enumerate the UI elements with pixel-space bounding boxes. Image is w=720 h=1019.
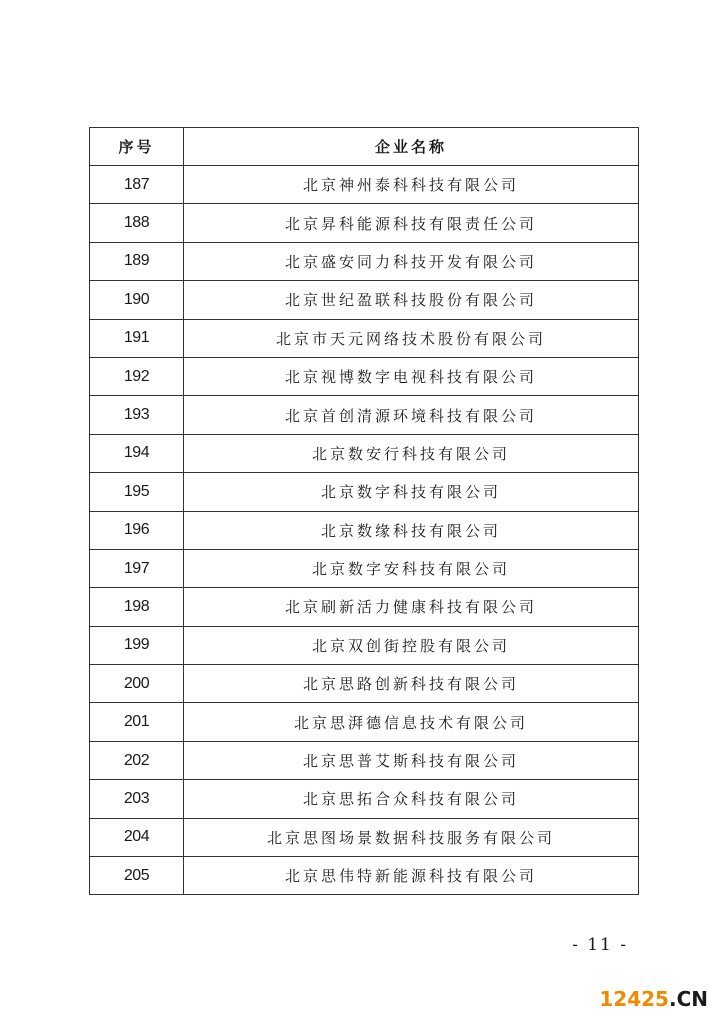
row-company-name: 北京思伟特新能源科技有限公司 — [184, 857, 639, 895]
row-seq: 205 — [90, 857, 184, 895]
row-seq: 196 — [90, 511, 184, 549]
table-row — [90, 703, 639, 741]
row-seq: 195 — [90, 473, 184, 511]
table-row — [90, 166, 639, 204]
table-row — [90, 396, 639, 434]
row-seq: 197 — [90, 549, 184, 587]
watermark-logo — [599, 987, 708, 1011]
table-row — [90, 204, 639, 242]
row-company-name: 北京世纪盈联科技股份有限公司 — [184, 281, 639, 319]
table-row — [90, 357, 639, 395]
row-company-name: 北京盛安同力科技开发有限公司 — [184, 242, 639, 280]
table-row — [90, 818, 639, 856]
row-company-name: 北京思拓合众科技有限公司 — [184, 780, 639, 818]
row-seq: 203 — [90, 780, 184, 818]
row-company-name: 北京首创清源环境科技有限公司 — [184, 396, 639, 434]
table-row — [90, 780, 639, 818]
watermark-number: 12425 — [599, 987, 669, 1011]
table-row — [90, 319, 639, 357]
table-row — [90, 281, 639, 319]
row-company-name: 北京昇科能源科技有限责任公司 — [184, 204, 639, 242]
row-seq: 191 — [90, 319, 184, 357]
table-header-row — [90, 128, 639, 166]
table-row — [90, 242, 639, 280]
row-seq: 198 — [90, 588, 184, 626]
row-seq: 199 — [90, 626, 184, 664]
row-company-name: 北京数安行科技有限公司 — [184, 434, 639, 472]
table-row — [90, 741, 639, 779]
table-row — [90, 511, 639, 549]
row-company-name: 北京思路创新科技有限公司 — [184, 665, 639, 703]
header-seq: 序号 — [90, 128, 184, 166]
row-company-name: 北京数字安科技有限公司 — [184, 549, 639, 587]
row-seq: 201 — [90, 703, 184, 741]
row-company-name: 北京思湃德信息技术有限公司 — [184, 703, 639, 741]
table-row — [90, 588, 639, 626]
row-company-name: 北京数缘科技有限公司 — [184, 511, 639, 549]
row-company-name: 北京思图场景数据科技服务有限公司 — [184, 818, 639, 856]
row-seq: 192 — [90, 357, 184, 395]
row-seq: 190 — [90, 281, 184, 319]
row-company-name: 北京数字科技有限公司 — [184, 473, 639, 511]
table-row — [90, 473, 639, 511]
row-seq: 193 — [90, 396, 184, 434]
row-company-name: 北京思普艾斯科技有限公司 — [184, 741, 639, 779]
row-seq: 188 — [90, 204, 184, 242]
table-row — [90, 665, 639, 703]
watermark-domain: .CN — [668, 987, 708, 1011]
row-company-name: 北京双创街控股有限公司 — [184, 626, 639, 664]
table-row — [90, 549, 639, 587]
table-row — [90, 434, 639, 472]
row-company-name: 北京刷新活力健康科技有限公司 — [184, 588, 639, 626]
table-row — [90, 626, 639, 664]
row-seq: 200 — [90, 665, 184, 703]
row-seq: 189 — [90, 242, 184, 280]
company-list-table — [89, 127, 639, 895]
row-company-name: 北京神州泰科科技有限公司 — [184, 166, 639, 204]
row-seq: 194 — [90, 434, 184, 472]
row-seq: 187 — [90, 166, 184, 204]
table-row — [90, 857, 639, 895]
header-company-name: 企业名称 — [184, 128, 639, 166]
row-company-name: 北京视博数字电视科技有限公司 — [184, 357, 639, 395]
row-seq: 202 — [90, 741, 184, 779]
row-company-name: 北京市天元网络技术股份有限公司 — [184, 319, 639, 357]
row-seq: 204 — [90, 818, 184, 856]
page-number: - 11 - — [572, 935, 628, 955]
